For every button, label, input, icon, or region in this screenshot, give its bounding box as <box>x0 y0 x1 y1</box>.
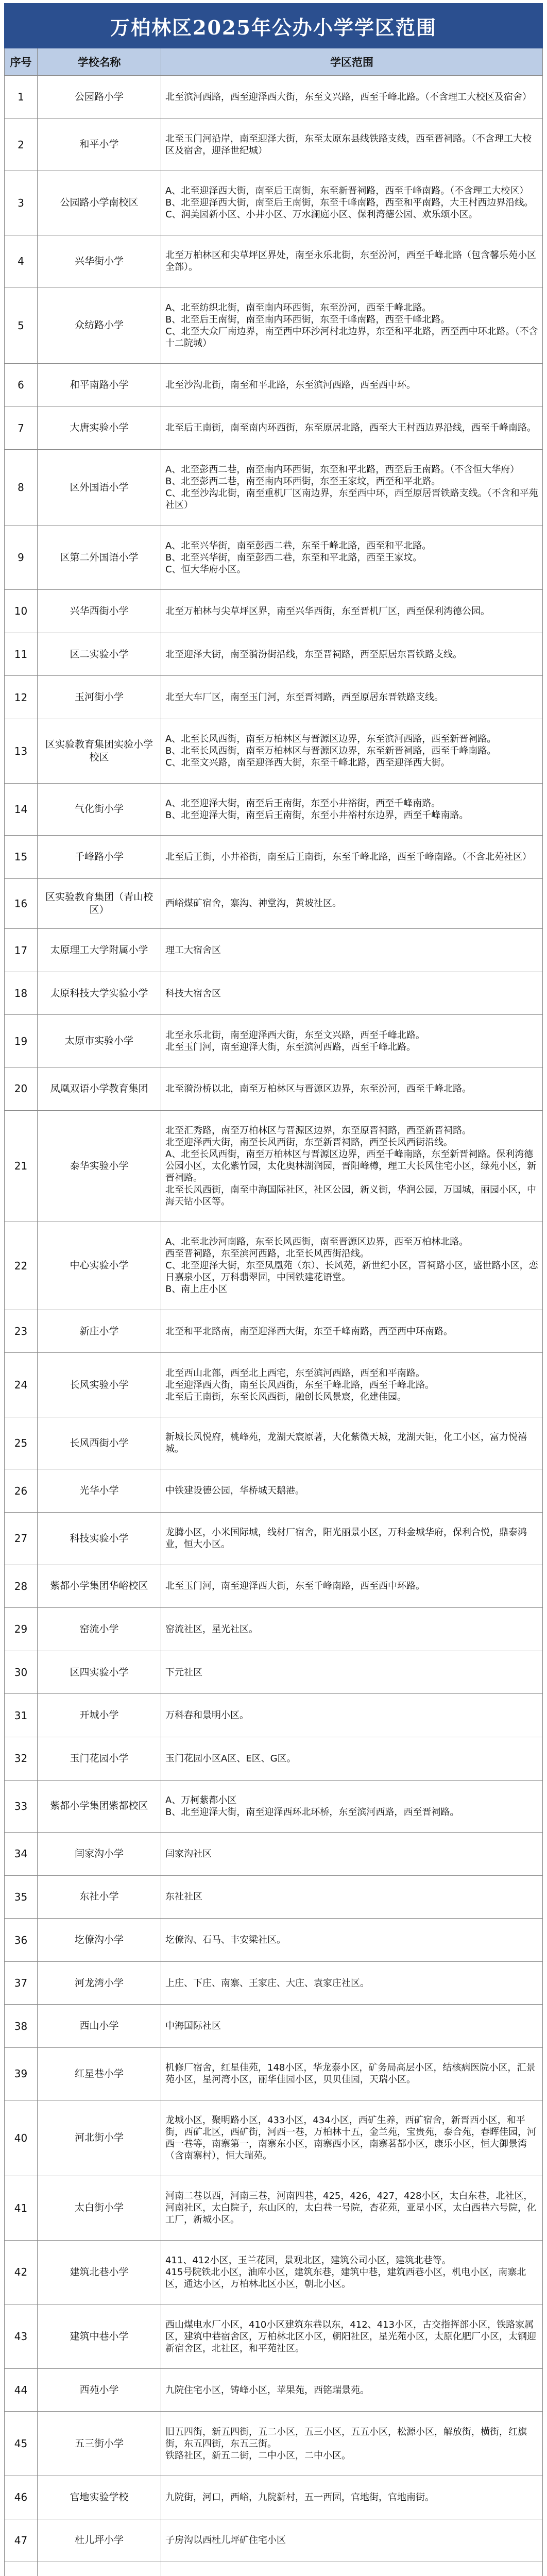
district-range-line: 北至西山北部，西至北上西宅，东至滨河西路，西至和平南路。 <box>165 1367 425 1379</box>
school-name: 太原市实验小学 <box>38 1015 161 1067</box>
school-name: 西苑小学 <box>38 2368 161 2412</box>
row-number: 31 <box>5 1694 38 1737</box>
district-range-line: 闫家沟社区 <box>165 1848 212 1859</box>
row-number: 18 <box>5 972 38 1015</box>
table-row <box>5 1737 543 1780</box>
table-row <box>5 1694 543 1737</box>
district-range-line: 北至长风西街，南至中海国际社区，社区公园，新义街，华润公园，万国城，丽园小区，中海天钻小区等。 <box>165 1184 536 1207</box>
table-row <box>5 1353 543 1417</box>
district-range-line: A、万柯紫都小区 <box>165 1794 237 1806</box>
table-row <box>5 450 543 526</box>
district-range-line: 九院住宅小区，铸峰小区，苹果苑，西铭瑞景苑。 <box>165 2384 369 2396</box>
district-range-line: 北至迎泽西大街，南至长风西街，东至千峰北路，西至千峰北路。 <box>165 1379 434 1391</box>
district-range-line: 西峪煤矿宿舍，寨沟、神堂沟，黄坡社区。 <box>165 898 341 909</box>
district-range <box>161 1833 543 1876</box>
row-number: 14 <box>5 783 38 836</box>
district-range-line: B、北至彭西二巷，南至南内环西街，东至王家坟，西至和平北路。 <box>165 476 441 487</box>
row-number: 41 <box>5 2176 38 2241</box>
school-name: 区实验教育集团实验小学校区 <box>38 719 161 783</box>
row-number: 23 <box>5 1310 38 1353</box>
district-range-line: 北至永乐北街，南至迎泽西大街，东至文兴路，西至千峰北路。 <box>165 1029 425 1041</box>
table-row <box>5 2100 543 2176</box>
table-row <box>5 526 543 590</box>
district-range-line: B、北至长风西街，南至万柏林区与晋源区边界，东至新晋祠路，西至千峰南路。 <box>165 745 497 757</box>
school-name: 兴华街小学 <box>38 235 161 287</box>
row-number: 9 <box>5 526 38 590</box>
district-range-line: 415号院铁北小区，油库小区，建筑东巷，建筑中巷，建筑西巷小区，机电小区，南寨北区，通达小区，万柏林北区小区，朝北小区。 <box>165 2266 526 2290</box>
row-number: 28 <box>5 1565 38 1608</box>
school-name: 五三街小学 <box>38 2412 161 2476</box>
school-name: 紫都小学集团紫都校区 <box>38 1780 161 1833</box>
district-range-line: 北至大车厂区，南至玉门河，东至晋祠路，西至原居东晋铁路支线。 <box>165 692 443 703</box>
school-name: 圪僚沟小学 <box>38 1919 161 1962</box>
table-row <box>5 1222 543 1310</box>
district-range <box>161 2176 543 2241</box>
row-number: 12 <box>5 676 38 719</box>
district-range <box>161 972 543 1015</box>
table-row <box>5 1833 543 1876</box>
district-range <box>161 590 543 633</box>
district-range-line: C、润美园新小区、小井小区、万水澜庭小区、保利湾德公园、欢乐颂小区。 <box>165 209 478 221</box>
table-row <box>5 590 543 633</box>
row-number: 21 <box>5 1110 38 1222</box>
row-number: 45 <box>5 2412 38 2476</box>
table-row <box>5 2368 543 2412</box>
district-range-line: 东社社区 <box>165 1891 202 1903</box>
district-range-line: 北至玉门河，南至迎泽西大街，东至千峰南路，西至西中环路。 <box>165 1581 425 1592</box>
district-range-line: C、北至沙沟北街，南至重机厂区南边界，东至西中环，西至原居晋铁路支线。（不含和平苑社区） <box>165 488 538 511</box>
district-range-line: 西至晋祠路，东至滨河西路，北至长风西街沿线。 <box>165 1248 369 1260</box>
district-range-line: A、北至彭西二巷，南至南内环西街，东至和平北路，西至后王南路。（不含恒大华府） <box>165 464 520 476</box>
district-range-line: 北至万柏林区和尖草坪区界处，南至永乐北街，东至汾河，西至千峰北路（包含馨乐苑小区全部）。 <box>165 250 536 273</box>
district-range <box>161 878 543 929</box>
school-name: 区二实验小学 <box>38 633 161 676</box>
column-header-area: 学区范围 <box>161 48 543 76</box>
district-range-line: B、北至迎泽西大街，南至后王南街，东至千峰南路，西至和平南路，大王村西边界沿线。 <box>165 197 534 209</box>
district-range-line: B、北至兴华街，南至彭西二巷，东至和平北路，西至王家坟。 <box>165 552 422 563</box>
school-name: 兴华西街小学 <box>38 590 161 633</box>
district-range-line: C、北至大众厂南边界，南至西中环沙河村北边界，东至和平北路，西至西中环北路。（不含十二院城） <box>165 326 538 349</box>
table-row <box>5 836 543 879</box>
row-number: 8 <box>5 450 38 526</box>
row-number: 16 <box>5 878 38 929</box>
row-number: 15 <box>5 836 38 879</box>
district-range-line: 新城长风悦府，桃峰苑，龙湖天宸原著，大化紫微天城，龙湖天钜，化工小区，富力悦禧城。 <box>165 1432 527 1455</box>
district-range <box>161 1694 543 1737</box>
table-body <box>5 76 543 2576</box>
district-range-line: B、北至后王南街，南至南内环西街，东至千峰南路，西至千峰北路。 <box>165 314 450 325</box>
row-number: 1 <box>5 76 38 119</box>
row-number: 6 <box>5 363 38 406</box>
column-header-name: 学校名称 <box>38 48 161 76</box>
district-range-line: 窑流社区，星光社区。 <box>165 1623 258 1635</box>
row-number <box>5 2562 38 2576</box>
row-number: 10 <box>5 590 38 633</box>
table-row <box>5 633 543 676</box>
district-range-line: 西山煤电水厂小区，410小区建筑东巷以东，412、413小区，古交指挥部小区，铁路家属区，建筑中巷宿舍区，万柏林北区小区，朝阳社区，星光苑小区，太原化肥厂小区，太钢迎新宿舍区，北社区，和平苑社区。 <box>165 2319 536 2354</box>
district-range-line: 万科春和景明小区。 <box>165 1710 249 1721</box>
table-row <box>5 1651 543 1694</box>
district-range <box>161 76 543 119</box>
school-name: 区外国语小学 <box>38 450 161 526</box>
district-range <box>161 1651 543 1694</box>
school-name: 紫都小学集团华峪校区 <box>38 1565 161 1608</box>
district-range <box>161 450 543 526</box>
district-range-line: 九院街，河口，西峪，九院新村，五一西园，官地街，官地南街。 <box>165 2492 434 2503</box>
row-number: 22 <box>5 1222 38 1310</box>
table-row <box>5 719 543 783</box>
row-number: 32 <box>5 1737 38 1780</box>
row-number: 2 <box>5 118 38 171</box>
row-number: 40 <box>5 2100 38 2176</box>
district-range-line: 北至后王南街，南至南内环西街，东至原居北路，西至大王村西边界沿线，西至千峰南路。 <box>165 422 536 434</box>
school-name: 区四实验小学 <box>38 1651 161 1694</box>
school-name: 官地实验学校 <box>38 2476 161 2519</box>
district-range-line: 子房沟以西杜儿坪矿住宅小区 <box>165 2535 286 2546</box>
school-name: 太原理工大学附属小学 <box>38 929 161 972</box>
table-row <box>5 1780 543 1833</box>
school-name: 玉河街小学 <box>38 676 161 719</box>
row-number: 42 <box>5 2240 38 2304</box>
table-row <box>5 1067 543 1110</box>
row-number: 27 <box>5 1513 38 1565</box>
district-range <box>161 1417 543 1469</box>
district-range <box>161 2368 543 2412</box>
row-number: 37 <box>5 1961 38 2005</box>
district-range-line: 圪僚沟、石马、丰安梁社区。 <box>165 1935 286 1946</box>
school-name: 区实验教育集团（青山校区） <box>38 878 161 929</box>
district-range-line: A、北至兴华街，南至彭西二巷，东至千峰北路，西至和平北路。 <box>165 540 432 551</box>
school-name: 玉门花园小学 <box>38 1737 161 1780</box>
table-row <box>5 2047 543 2100</box>
school-name <box>38 2562 161 2576</box>
district-range-line: C、恒大华府小区。 <box>165 564 246 575</box>
school-name: 中心实验小学 <box>38 1222 161 1310</box>
district-range-line: 北至迎泽大街，南至漪汾街沿线，东至晋祠路，西至原居东晋铁路支线。 <box>165 649 462 660</box>
school-name: 公园路小学 <box>38 76 161 119</box>
district-range-line: 上庄、下庄、南寨、王家庄、大庄、袁家庄社区。 <box>165 1977 369 1989</box>
row-number: 4 <box>5 235 38 287</box>
school-name: 建筑中巷小学 <box>38 2304 161 2369</box>
district-range-line: A、北至北沙河南路，东至长风西街，南至晋源区边界，西至万柏林北路。 <box>165 1236 469 1248</box>
school-name: 太白街小学 <box>38 2176 161 2241</box>
table-row <box>5 2176 543 2241</box>
district-range <box>161 1067 543 1110</box>
table-row <box>5 118 543 171</box>
table-row <box>5 1015 543 1067</box>
district-range-line: 河南二巷以西，河南三巷，河南四巷，425，426，427，428小区，太白东巷，北社区，河南社区，太白院子，东山区的，太白巷一号院，杏花苑，亚星小区，太白西巷六号院，化工厂，新城小区。 <box>165 2191 536 2226</box>
page-title: 万柏林区2025年公办小学学区范围 <box>5 4 543 48</box>
table-row <box>5 878 543 929</box>
district-range-line: A、北至迎泽大街，南至后王南街，东至小井裕街，西至千峰南路。 <box>165 798 441 809</box>
school-name: 大唐实验小学 <box>38 406 161 450</box>
school-name: 千峰路小学 <box>38 836 161 879</box>
table-row <box>5 406 543 450</box>
row-number: 19 <box>5 1015 38 1067</box>
school-name: 公园路小学南校区 <box>38 171 161 235</box>
row-number: 20 <box>5 1067 38 1110</box>
row-number: 44 <box>5 2368 38 2412</box>
school-name: 众纺路小学 <box>38 287 161 364</box>
district-range-line: A、北至纺织北街，南至南内环西街，东至汾河，西至千峰北路。 <box>165 302 432 313</box>
table-row <box>5 2562 543 2576</box>
district-range <box>161 287 543 364</box>
table-row <box>5 1469 543 1513</box>
district-range <box>161 171 543 235</box>
district-range <box>161 1110 543 1222</box>
district-range <box>161 1353 543 1417</box>
table-row <box>5 1608 543 1651</box>
district-range-line: B、北至迎泽大街，南至迎泽西环北环桥，东至滨河西路，西至晋祠路。 <box>165 1806 459 1818</box>
district-range-line: 北至和平北路南，南至迎泽西大街，东至千峰南路，西至西中环南路。 <box>165 1326 453 1337</box>
district-range <box>161 836 543 879</box>
district-range-line: C、北至迎泽大街，东至凤凰苑（东）、长风苑，新世纪小区，晋祠路小区，盛世路小区，恋日嘉泉小区，万科翡翠园，中国铁建花语堂。 <box>165 1260 538 1283</box>
school-name: 东社小学 <box>38 1875 161 1919</box>
district-range <box>161 1469 543 1513</box>
district-range-line: B、南上庄小区 <box>165 1284 228 1295</box>
table-row <box>5 783 543 836</box>
school-name: 太原科技大学实验小学 <box>38 972 161 1015</box>
district-range <box>161 2100 543 2176</box>
district-range-line: 玉门花园小区A区、E区、G区。 <box>165 1753 296 1764</box>
district-range-line: 科技大宿舍区 <box>165 988 221 999</box>
row-number: 25 <box>5 1417 38 1469</box>
row-number: 33 <box>5 1780 38 1833</box>
row-number: 39 <box>5 2047 38 2100</box>
row-number: 29 <box>5 1608 38 1651</box>
district-range-line: 北至滨河西路，西至迎泽西大街，东至文兴路，西至千峰北路。（不含理工大校区及宿舍） <box>165 91 532 103</box>
district-range <box>161 1780 543 1833</box>
table-row <box>5 1875 543 1919</box>
school-name: 和平小学 <box>38 118 161 171</box>
school-name: 光华小学 <box>38 1469 161 1513</box>
table-header-row <box>5 48 543 76</box>
row-number: 30 <box>5 1651 38 1694</box>
district-range <box>161 2562 543 2576</box>
district-range-line: 北至万柏林与尖草坪区界，南至兴华西街，东至晋机厂区，西至保利湾德公园。 <box>165 605 490 617</box>
district-range-line: 北至玉门河，南至迎泽大街，东至滨河西路，西至千峰北路。 <box>165 1041 416 1053</box>
table-row <box>5 2412 543 2476</box>
table-row <box>5 2304 543 2369</box>
table-row <box>5 2476 543 2519</box>
district-range-line: A、北至长风西街，南至万柏林区与晋源区边界，东至滨河西路，西至新晋祠路。 <box>165 734 497 745</box>
table-row <box>5 2240 543 2304</box>
district-range <box>161 2476 543 2519</box>
district-range-line: 下元社区 <box>165 1667 202 1678</box>
row-number: 47 <box>5 2519 38 2562</box>
school-name: 河北街小学 <box>38 2100 161 2176</box>
row-number: 38 <box>5 2005 38 2048</box>
table-row <box>5 363 543 406</box>
district-range <box>161 676 543 719</box>
district-range <box>161 2047 543 2100</box>
row-number: 11 <box>5 633 38 676</box>
district-range <box>161 406 543 450</box>
district-range <box>161 1222 543 1310</box>
school-name: 科技实验小学 <box>38 1513 161 1565</box>
table-row <box>5 1961 543 2005</box>
district-range <box>161 526 543 590</box>
district-range <box>161 1961 543 2005</box>
school-name: 凤凰双语小学教育集团 <box>38 1067 161 1110</box>
district-range <box>161 2005 543 2048</box>
table-row <box>5 2519 543 2562</box>
district-range-line: 中海国际社区 <box>165 2021 221 2032</box>
district-range <box>161 719 543 783</box>
district-range <box>161 2240 543 2304</box>
district-range-line: 北至迎泽西大街，南至长风西街，东至新晋祠路，西至长风西街沿线。 <box>165 1137 453 1148</box>
column-header-num: 序号 <box>5 48 38 76</box>
table-row <box>5 235 543 287</box>
district-range-line: C、北至文兴路，南至迎泽西大街，东至千峰北路，西至迎泽西大街。 <box>165 757 450 769</box>
row-number: 26 <box>5 1469 38 1513</box>
district-range <box>161 1875 543 1919</box>
school-name: 气化街小学 <box>38 783 161 836</box>
school-name: 河龙湾小学 <box>38 1961 161 2005</box>
district-range-line: 中铁建设德公园，华桥城天鹅港。 <box>165 1485 304 1497</box>
row-number: 3 <box>5 171 38 235</box>
table-row <box>5 1513 543 1565</box>
district-range-line: 龙城小区，聚明路小区，433小区，434小区，西矿生养，西矿宿舍，新晋西小区，和平街，西矿北区，西矿街，河西一巷，万柏林十五，金兰苑，宝贵苑，泰合苑，春晖佳园，河西一巷等，南寨第一，南寨东小区，南寨西小区，南寨茗都小区，康乐小区，恒大御景湾（含南寨村），恒大瑞苑。 <box>165 2114 536 2161</box>
school-name: 区第二外国语小学 <box>38 526 161 590</box>
table-row <box>5 171 543 235</box>
table-row <box>5 287 543 364</box>
school-name: 闫家沟小学 <box>38 1833 161 1876</box>
table-row <box>5 2005 543 2048</box>
district-range-line: 北至玉门河沿岸，南至迎泽大街，东至太原东县线铁路支线，西至晋祠路。（不含理工大校区及宿舍，迎泽世纪城） <box>165 133 532 156</box>
row-number: 17 <box>5 929 38 972</box>
district-range-line: 北至后王街，小井裕街，南至后王南街，东至千峰北路，西至千峰南路。（不含北苑社区） <box>165 851 532 862</box>
school-name: 建筑北巷小学 <box>38 2240 161 2304</box>
district-range <box>161 235 543 287</box>
district-range-line: A、北至迎泽西大街，南至后王南街，东至新晋祠路，西至千峰南路。（不含理工大校区） <box>165 185 529 197</box>
district-range <box>161 2304 543 2369</box>
table-row <box>5 1110 543 1222</box>
district-range <box>161 363 543 406</box>
district-range <box>161 2519 543 2562</box>
school-name: 窑流小学 <box>38 1608 161 1651</box>
district-range <box>161 1513 543 1565</box>
district-range-line: 理工大宿舍区 <box>165 945 221 956</box>
district-range-line: 机修厂宿舍，红星佳苑，148小区，华龙泰小区，矿务局高层小区，结核病医院小区，汇景苑小区，星河湾小区，丽华佳园小区，贝贝佳园，天瑞小区。 <box>165 2062 536 2086</box>
district-range <box>161 633 543 676</box>
district-range <box>161 1919 543 1962</box>
district-range-line: 411、412小区，玉兰花园，景观北区，建筑公司小区，建筑北巷等。 <box>165 2255 451 2266</box>
district-range-line: 旧五四街，新五四街，五二小区，五三小区，五五小区，松源小区，解放街，横街，红旗街，东五四街，东五三街。 <box>165 2426 527 2449</box>
district-range <box>161 1608 543 1651</box>
district-range <box>161 1310 543 1353</box>
district-range <box>161 1737 543 1780</box>
row-number: 36 <box>5 1919 38 1962</box>
school-name: 长风实验小学 <box>38 1353 161 1417</box>
district-range <box>161 783 543 836</box>
table-row <box>5 1919 543 1962</box>
district-range-line: 北至沙沟北街，南至和平北路，东至滨河西路，西至西中环。 <box>165 379 416 391</box>
district-range <box>161 1565 543 1608</box>
row-number: 43 <box>5 2304 38 2369</box>
school-name: 红星巷小学 <box>38 2047 161 2100</box>
district-range <box>161 118 543 171</box>
district-range-line: 铁路社区，新五二街，二中小区，二中小区。 <box>165 2450 351 2461</box>
table-row <box>5 1417 543 1469</box>
school-name: 新庄小学 <box>38 1310 161 1353</box>
district-range-line: 龙腾小区，小米国际城，线材厂宿舍，阳光丽景小区，万科金城华府，保利合悦，鼎泰鸿业，恒大小区。 <box>165 1527 527 1550</box>
school-name: 长风西街小学 <box>38 1417 161 1469</box>
row-number: 24 <box>5 1353 38 1417</box>
table-row <box>5 929 543 972</box>
district-range-line: 北至漪汾桥以北，南至万柏林区与晋源区边界，东至汾河，西至千峰北路。 <box>165 1083 471 1094</box>
district-range <box>161 929 543 972</box>
row-number: 35 <box>5 1875 38 1919</box>
district-range-line: 北至汇秀路，南至万柏林区与晋源区边界，东至原晋祠路，西至新晋祠路。 <box>165 1125 471 1136</box>
table-row <box>5 676 543 719</box>
school-name: 开城小学 <box>38 1694 161 1737</box>
row-number: 13 <box>5 719 38 783</box>
school-district-table <box>4 3 543 2576</box>
row-number: 7 <box>5 406 38 450</box>
table-row <box>5 1310 543 1353</box>
school-name: 西山小学 <box>38 2005 161 2048</box>
row-number: 46 <box>5 2476 38 2519</box>
table-row <box>5 1565 543 1608</box>
district-range <box>161 1015 543 1067</box>
district-range-line: 北至后王南街，东至长风西街，融创长风景宸，化建佳园。 <box>165 1391 406 1402</box>
row-number: 5 <box>5 287 38 364</box>
table-row <box>5 972 543 1015</box>
district-range-line: A、北至长风西街，南至万柏林区与晋源区边界，西至千峰南路，东至新晋祠路。保利湾德公园小区，太化紫竹园，太化奥林湖润园，晋阳峰樽，理工大长风住宅小区，绿苑小区，新晋祠路。 <box>165 1148 536 1183</box>
school-name: 杜儿坪小学 <box>38 2519 161 2562</box>
school-name: 和平南路小学 <box>38 363 161 406</box>
district-range <box>161 2412 543 2476</box>
school-name: 泰华实验小学 <box>38 1110 161 1222</box>
row-number: 34 <box>5 1833 38 1876</box>
table-row <box>5 76 543 119</box>
district-range-line: B、北至迎泽大街，南至后王南街，东至小井裕村东边界，西至千峰南路。 <box>165 809 469 821</box>
